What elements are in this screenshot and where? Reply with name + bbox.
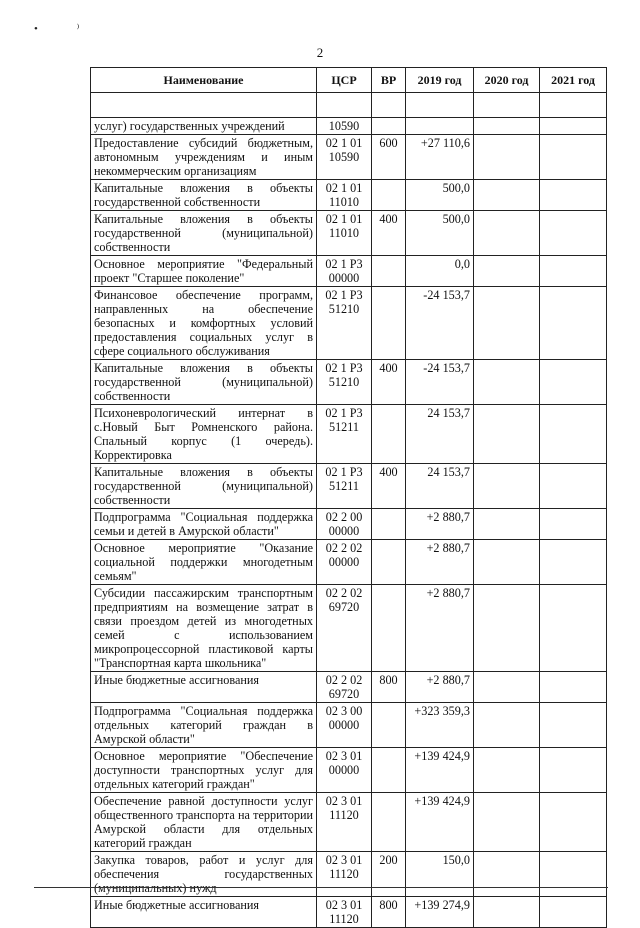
y2020-cell <box>474 703 540 748</box>
csr-cell: 02 1 01 11010 <box>317 211 372 256</box>
y2020-cell <box>474 180 540 211</box>
csr-cell: 02 2 02 69720 <box>317 585 372 672</box>
csr-cell: 02 3 01 00000 <box>317 748 372 793</box>
csr-cell: 02 1 P3 51211 <box>317 464 372 509</box>
spacer-row <box>91 93 607 118</box>
table-row <box>91 703 607 748</box>
y2021-cell <box>540 793 607 852</box>
table-row <box>91 748 607 793</box>
y2021-cell <box>540 748 607 793</box>
spacer-cell <box>540 93 607 118</box>
table-row <box>91 793 607 852</box>
y2019-cell: +139 424,9 <box>406 748 474 793</box>
header-2020: 2020 год <box>474 68 540 93</box>
y2020-cell <box>474 405 540 464</box>
bottom-rule <box>34 887 608 888</box>
table-row <box>91 360 607 405</box>
table-row <box>91 405 607 464</box>
table-row <box>91 509 607 540</box>
y2021-cell <box>540 703 607 748</box>
name-cell: Иные бюджетные ассигнования <box>91 672 317 703</box>
y2021-cell <box>540 180 607 211</box>
y2021-cell <box>540 211 607 256</box>
csr-cell: 02 1 P3 51211 <box>317 405 372 464</box>
csr-cell: 02 1 01 10590 <box>317 135 372 180</box>
name-cell: Психоневрологический интернат в с.Новый Быт Ромненского района. Спальный корпус (1 очередь). Корректировка <box>91 405 317 464</box>
y2019-cell: 24 153,7 <box>406 405 474 464</box>
table-row <box>91 464 607 509</box>
y2019-cell: -24 153,7 <box>406 287 474 360</box>
y2020-cell <box>474 464 540 509</box>
name-cell: Финансовое обеспечение программ, направленных на обеспечение безопасных и комфортных условий предоставления социальных услуг в сфере социального обслуживания <box>91 287 317 360</box>
csr-cell: 02 2 02 69720 <box>317 672 372 703</box>
y2019-cell: 500,0 <box>406 180 474 211</box>
name-cell: Капитальные вложения в объекты государственной (муниципальной) собственности <box>91 464 317 509</box>
vr-cell: 400 <box>372 211 406 256</box>
table-row <box>91 897 607 928</box>
y2021-cell <box>540 118 607 135</box>
y2021-cell <box>540 135 607 180</box>
vr-cell: 400 <box>372 360 406 405</box>
table-row <box>91 211 607 256</box>
name-cell: Основное мероприятие "Оказание социальной поддержки многодетным семьям" <box>91 540 317 585</box>
y2020-cell <box>474 287 540 360</box>
y2019-cell: +2 880,7 <box>406 540 474 585</box>
table-row <box>91 540 607 585</box>
y2020-cell <box>474 360 540 405</box>
name-cell: Подпрограмма "Социальная поддержка отдельных категорий граждан в Амурской области" <box>91 703 317 748</box>
y2021-cell <box>540 256 607 287</box>
csr-cell: 02 3 00 00000 <box>317 703 372 748</box>
table-row <box>91 135 607 180</box>
table-row <box>91 672 607 703</box>
scan-marks: • ⁾ <box>34 23 98 35</box>
csr-cell: 02 2 02 00000 <box>317 540 372 585</box>
y2021-cell <box>540 464 607 509</box>
page-number: 2 <box>316 45 324 60</box>
name-cell: Подпрограмма "Социальная поддержка семьи и детей в Амурской области" <box>91 509 317 540</box>
y2019-cell: 500,0 <box>406 211 474 256</box>
name-cell: услуг) государственных учреждений <box>91 118 317 135</box>
spacer-cell <box>91 93 317 118</box>
name-cell: Основное мероприятие "Обеспечение доступности транспортных услуг для отдельных категорий граждан" <box>91 748 317 793</box>
table-header-row <box>91 68 607 93</box>
table-row <box>91 256 607 287</box>
y2019-cell <box>406 118 474 135</box>
header-name: Наименование <box>91 68 317 93</box>
table-row <box>91 852 607 897</box>
vr-cell: 200 <box>372 852 406 897</box>
y2020-cell <box>474 793 540 852</box>
name-cell: Обеспечение равной доступности услуг общественного транспорта на территории Амурской области для отдельных категорий граждан <box>91 793 317 852</box>
name-cell: Капитальные вложения в объекты государственной (муниципальной) собственности <box>91 211 317 256</box>
table-row <box>91 585 607 672</box>
spacer-cell <box>406 93 474 118</box>
y2020-cell <box>474 540 540 585</box>
csr-cell: 02 1 P3 00000 <box>317 256 372 287</box>
y2021-cell <box>540 405 607 464</box>
y2019-cell: -24 153,7 <box>406 360 474 405</box>
vr-cell <box>372 793 406 852</box>
y2019-cell: +27 110,6 <box>406 135 474 180</box>
y2021-cell <box>540 360 607 405</box>
y2021-cell <box>540 287 607 360</box>
y2021-cell <box>540 509 607 540</box>
y2019-cell: +2 880,7 <box>406 509 474 540</box>
budget-table <box>90 67 607 928</box>
y2019-cell: 24 153,7 <box>406 464 474 509</box>
vr-cell <box>372 748 406 793</box>
header-csr: ЦСР <box>317 68 372 93</box>
y2021-cell <box>540 672 607 703</box>
csr-cell: 02 2 00 00000 <box>317 509 372 540</box>
vr-cell: 600 <box>372 135 406 180</box>
y2021-cell <box>540 585 607 672</box>
y2020-cell <box>474 211 540 256</box>
table-row <box>91 180 607 211</box>
y2019-cell: +139 424,9 <box>406 793 474 852</box>
y2021-cell <box>540 540 607 585</box>
spacer-cell <box>317 93 372 118</box>
header-2021: 2021 год <box>540 68 607 93</box>
vr-cell <box>372 405 406 464</box>
y2020-cell <box>474 256 540 287</box>
csr-cell: 02 1 P3 51210 <box>317 287 372 360</box>
vr-cell <box>372 540 406 585</box>
y2020-cell <box>474 852 540 897</box>
vr-cell: 400 <box>372 464 406 509</box>
csr-cell: 02 3 01 11120 <box>317 852 372 897</box>
y2019-cell: 150,0 <box>406 852 474 897</box>
name-cell: Предоставление субсидий бюджетным, автономным учреждениям и иным некоммерческим организациям <box>91 135 317 180</box>
y2021-cell <box>540 897 607 928</box>
y2019-cell: +323 359,3 <box>406 703 474 748</box>
y2019-cell: +2 880,7 <box>406 585 474 672</box>
y2019-cell: +2 880,7 <box>406 672 474 703</box>
y2020-cell <box>474 135 540 180</box>
y2020-cell <box>474 672 540 703</box>
vr-cell: 800 <box>372 897 406 928</box>
y2020-cell <box>474 118 540 135</box>
csr-cell: 10590 <box>317 118 372 135</box>
header-2019: 2019 год <box>406 68 474 93</box>
csr-cell: 02 3 01 11120 <box>317 897 372 928</box>
name-cell: Закупка товаров, работ и услуг для обеспечения государственных (муниципальных) нужд <box>91 852 317 897</box>
name-cell: Иные бюджетные ассигнования <box>91 897 317 928</box>
name-cell: Основное мероприятие "Федеральный проект "Старшее поколение" <box>91 256 317 287</box>
name-cell: Субсидии пассажирским транспортным предприятиям на возмещение затрат в связи проездом детей из многодетных семей с использованием микропроцессорной пластиковой карты "Транспортная карта школьника" <box>91 585 317 672</box>
vr-cell <box>372 509 406 540</box>
y2020-cell <box>474 748 540 793</box>
name-cell: Капитальные вложения в объекты государственной собственности <box>91 180 317 211</box>
csr-cell: 02 1 01 11010 <box>317 180 372 211</box>
y2020-cell <box>474 585 540 672</box>
spacer-cell <box>474 93 540 118</box>
spacer-cell <box>372 93 406 118</box>
y2019-cell: +139 274,9 <box>406 897 474 928</box>
header-vr: ВР <box>372 68 406 93</box>
vr-cell <box>372 585 406 672</box>
vr-cell <box>372 703 406 748</box>
csr-cell: 02 3 01 11120 <box>317 793 372 852</box>
vr-cell <box>372 287 406 360</box>
y2021-cell <box>540 852 607 897</box>
y2020-cell <box>474 509 540 540</box>
csr-cell: 02 1 P3 51210 <box>317 360 372 405</box>
vr-cell <box>372 180 406 211</box>
vr-cell: 800 <box>372 672 406 703</box>
y2019-cell: 0,0 <box>406 256 474 287</box>
y2020-cell <box>474 897 540 928</box>
vr-cell <box>372 118 406 135</box>
table-row <box>91 118 607 135</box>
name-cell: Капитальные вложения в объекты государственной (муниципальной) собственности <box>91 360 317 405</box>
vr-cell <box>372 256 406 287</box>
table-row <box>91 287 607 360</box>
